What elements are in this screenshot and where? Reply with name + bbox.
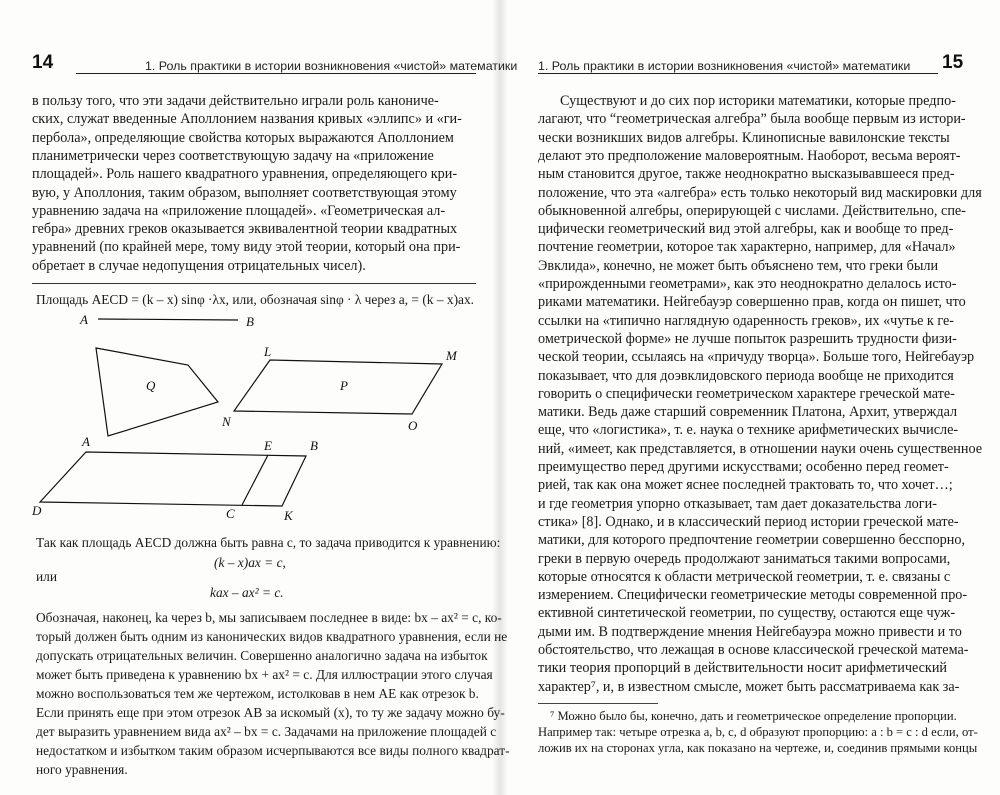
text-line: греки в первую очередь продолжают заниматься такими вопросами, — [538, 550, 951, 567]
text-line: ного уравнения. — [36, 762, 128, 777]
label-l: L — [264, 344, 272, 359]
label-b-top: B — [246, 314, 254, 329]
text-line: говорить о специфически геометрическом характере греческой мате- — [538, 385, 955, 402]
area-formula-line: Площадь AECD = (k – x) sinφ ·λx, или, обозначая sinφ · λ через a, = (k – x)ax. — [36, 292, 475, 307]
page-number: 15 — [942, 52, 964, 73]
running-head: 1. Роль практики в истории возникновения «чистой» математики — [145, 59, 518, 73]
text-line: и где геометрия упорно отказывает, там дает доказательства логи- — [538, 495, 937, 512]
text-line: чески возникших видов алгебры. Клинописные вавилонские тексты — [538, 129, 950, 146]
text-line: недостатком и избытком таким образом исчерпываются все виды полного квадрат- — [36, 743, 510, 758]
header-rule — [76, 73, 476, 74]
text-line: которые относятся к области метрической геометрии, т. е. связаны с — [538, 568, 951, 585]
text-line: матики, для которого предпочтение геометрии совершенно бесспорно, — [538, 532, 965, 549]
text-line: стика» [8]. Однако, и в классический период истории греческой мате- — [538, 513, 959, 530]
text-line: рией, так как она может яснее последней трактовать то, что хочет…; — [538, 477, 953, 494]
text-line: ным становится другое, также неоднократно высказывавшееся пред- — [538, 166, 955, 183]
text-line: лагают, что “геометрическая алгебра” была вообще первым из истори- — [538, 111, 966, 128]
text-line: уравнений (по крайней мере, тому виду этой теории, который она при- — [32, 239, 461, 256]
text-line: обыкновенной алгебры, оперирующей с числами. Действительно, спе- — [538, 202, 966, 219]
footnote-line: ⁷ Можно было бы, конечно, дать и геометрическое определение пропорции. — [550, 708, 957, 723]
text-line: обстоятельство, что лежащая в основе классической греческой матема- — [538, 642, 969, 658]
footnote-line: Например так: четыре отрезка a, b, c, d образуют пропорцию: a : b = c : d если, от- — [538, 724, 978, 739]
text-line: Эвклида», конечно, не может быть объяснено тем, что греки были — [538, 257, 939, 274]
text-line: площадей». Роль нашего квадратного уравнения, определяющего кри- — [32, 166, 458, 183]
label-a-bottom: A — [82, 434, 90, 449]
text-line: ческой теории, ссылаясь на «причуду творца». Больше того, Нейгебауэр — [538, 349, 975, 366]
text-line: планиметрически через соответствующую задачу на «приложение — [32, 147, 434, 164]
text-line: можно воспользоваться тем же чертежом, истолковав в нем AE как отрезок b. — [36, 686, 479, 701]
text-line: дет выразить уравнением вида ax² – bx = c. Задачами на приложение площадей с — [36, 724, 497, 739]
text-line: положение, что эта «алгебра» есть только некоторый вид маскировки для — [538, 184, 982, 201]
header-rule — [538, 73, 938, 74]
text-line: допускать отрицательных величин. Совершенно аналогично задача на избыток — [36, 648, 488, 663]
label-b-bottom: B — [310, 438, 318, 453]
label-q: Q — [146, 378, 156, 393]
text-line: риками математики. Нейгебауэр совершенно прав, когда он пишет, что — [538, 294, 966, 311]
text-line: тики теория пропорций в действительности носит арифметический — [538, 660, 948, 677]
footnote-line: ложив их на сторонах угла, как показано на чертеже, и, соединив прямыми концы — [538, 740, 978, 755]
text-line: обретает в случае недопущения отрицательных чисел). — [32, 257, 366, 274]
text-line: гебра» древних греков оказывается эквивалентной теории квадратных — [32, 221, 458, 238]
text-line: вую, у Аполлония, таким образом, выполняет соответствующая этому — [32, 184, 457, 201]
label-k: K — [284, 508, 293, 523]
text-line: Существуют и до сих пор историки математики, которые предпо- — [560, 93, 956, 109]
text-line: делают это предположение маловероятным. Наоборот, весьма вероят- — [538, 147, 961, 164]
text-line: матики. Ведь даже старший современник Платона, Архит, утверждал — [538, 404, 958, 421]
text-line: почтение геометрии, которое так характерно, например, для «Начал» — [538, 239, 956, 256]
text-line: «прирожденными геометрами», как это неоднократно делалось исто- — [538, 276, 957, 292]
label-e: E — [264, 438, 272, 453]
text-line: характер⁷, и, в известном смысле, может быть рассматриваема как за- — [538, 678, 960, 695]
text-line: пербола», определяющие свойства которых выражаются Аполлонием — [32, 129, 454, 146]
text-line: ских, служат введенные Аполлонием названия кривых «эллипс» и «ги- — [32, 111, 462, 128]
text-line: в пользу того, что эти задачи действительно играли роль канониче- — [32, 93, 439, 109]
text-line: ссылки на «типично наглядную одаренность греков», их «чутье к ге- — [538, 312, 955, 329]
text-line: показывает, что для доэвклидовского периода вообще не приходится — [538, 367, 954, 384]
text-line: Обозначая, наконец, ka через b, мы записываем последнее в виде: bx – ax² = c, ко- — [36, 610, 502, 625]
text-line: Если принять еще при этом отрезок AB за искомый (x), то ту же задачу можно бу- — [36, 705, 505, 720]
text-line: дыми им. В подтверждение мнения Нейгебауэра можно привести и то — [538, 623, 962, 640]
text-line: Так как площадь AECD должна быть равна c, то задача приводится к уравнению: — [36, 535, 501, 550]
label-o: O — [408, 418, 418, 433]
text-line: может быть приведена к уравнению bx + ax² = c. Для иллюстрации этого случая — [36, 667, 493, 682]
label-a-top: A — [80, 312, 88, 327]
page-number: 14 — [32, 52, 54, 73]
label-d: D — [32, 503, 42, 518]
footnote-separator — [538, 703, 658, 704]
text-line: торый должен быть одним из канонических видов квадратного уравнения, если не — [36, 629, 508, 644]
or-word: или — [36, 569, 58, 584]
text-line: ометрической форме» не лучше попыток разрешить трудности физи- — [538, 330, 957, 347]
label-c: C — [226, 506, 235, 521]
running-head: 1. Роль практики в истории возникновения «чистой» математики — [538, 59, 911, 73]
text-line: уравнению задача на «приложение площадей». «Геометрическая ал- — [32, 202, 446, 219]
text-line: измерением. Специфически геометрические методы современной про- — [538, 587, 968, 604]
text-line: ний, «имеет, как представляется, в отношении науки очень существенное — [538, 440, 983, 457]
label-p: P — [340, 378, 348, 393]
text-line: преимущество перед другими искусствами; особенно перед геомет- — [538, 459, 949, 475]
right-page — [502, 0, 1000, 795]
text-line: ективной синтетической геометрии, по существу, остаются еще чуж- — [538, 605, 956, 622]
label-m: M — [446, 348, 457, 363]
text-line: еще, что «логистика», т. е. наука о технике арифметических вычисле- — [538, 422, 959, 439]
equation-1: (k – x)ax = c, — [214, 555, 286, 570]
text-line: цифически геометрический вид этой алгебры, как и вообще то пред- — [538, 221, 954, 238]
label-n: N — [222, 414, 231, 429]
equation-2: kax – ax² = c. — [210, 585, 284, 600]
